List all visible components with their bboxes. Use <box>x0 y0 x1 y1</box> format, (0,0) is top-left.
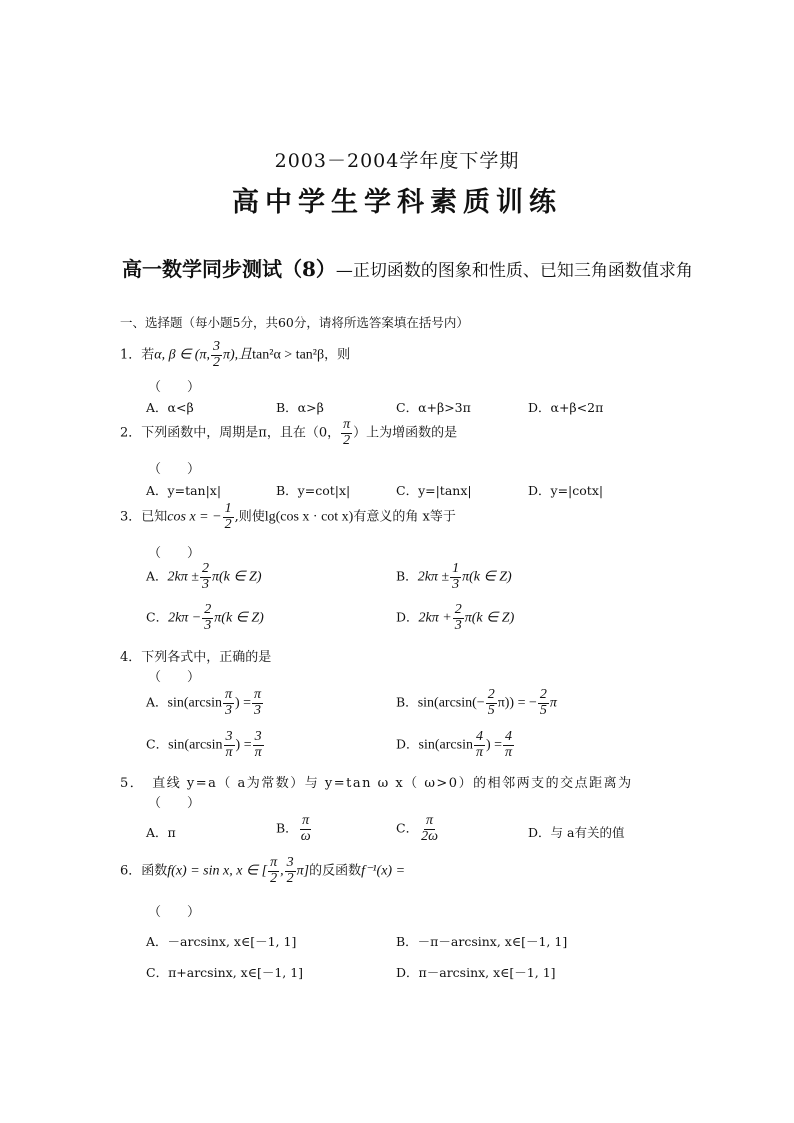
q4-option-c-d2: π <box>254 744 262 760</box>
q4-option-d-frac2 <box>503 730 514 760</box>
q3-option-d-pre: 2kπ + <box>418 610 452 626</box>
q6-option-a: A．－arcsinx, x∈[－1, 1] <box>146 934 297 949</box>
question-4: 4．下列各式中，正确的是 <box>120 650 272 665</box>
q4-option-b-label: B． <box>396 694 418 710</box>
q6-inverse: f⁻¹(x) = <box>361 863 406 879</box>
q3-suffix: 有意义的角 x等于 <box>353 509 456 525</box>
q3-option-d-fraction <box>453 603 464 633</box>
q4-option-b-pre: sin(arcsin(− <box>417 695 485 711</box>
q5-option-d: D．与 a有关的值 <box>528 825 625 840</box>
q3-option-a <box>146 562 262 592</box>
q3-option-c-num: 2 <box>204 602 212 617</box>
q4-option-c-mid: ) = <box>235 737 252 753</box>
q4-option-a <box>146 688 264 718</box>
q6-fraction-2 <box>285 856 296 886</box>
q6-prefix: 6．函数 <box>120 863 168 879</box>
q6-fraction-1 <box>268 856 279 886</box>
q4-option-c-n1: 3 <box>225 729 233 744</box>
q3-frac-num: 1 <box>224 501 232 516</box>
q3-option-a-label: A． <box>146 568 168 584</box>
q4-option-a-d2: 3 <box>254 702 262 718</box>
q5-option-c-label: C． <box>396 820 419 836</box>
q3-option-d-label: D． <box>396 609 419 625</box>
q6-expression-end: π] <box>296 863 310 879</box>
q6-expression: f(x) = sin x, x ∈ [ <box>167 863 268 879</box>
q3-option-d-den: 3 <box>454 617 462 633</box>
q3-prefix: 3．已知 <box>120 509 168 525</box>
test-title-main: 高一数学同步测试（8） <box>122 257 336 281</box>
q3-option-c-label: C． <box>146 609 169 625</box>
q5-option-c-den: 2ω <box>421 828 438 844</box>
q5-option-b-label: B． <box>276 820 298 836</box>
q1-option-d: D．α+β<2π <box>528 400 604 415</box>
q3-option-b-den: 3 <box>452 576 460 592</box>
q4-option-b-frac2 <box>538 688 549 718</box>
q3-option-b <box>396 562 512 592</box>
section-heading: 一、选择题（每小题5分，共60分，请将所选答案填在括号内） <box>120 315 469 330</box>
q1-condition-end: π),且 <box>222 347 253 363</box>
test-title <box>122 253 693 282</box>
q6-frac2-den: 2 <box>286 870 294 886</box>
q1-frac-den: 2 <box>212 354 220 370</box>
q4-option-a-n2: π <box>254 687 262 702</box>
q4-option-c-frac2 <box>253 730 264 760</box>
q5-option-c <box>396 814 441 844</box>
q4-option-b-n2: 2 <box>539 687 547 702</box>
q2-frac-num: π <box>343 417 351 432</box>
q5-option-c-fraction <box>419 814 440 844</box>
q5-option-a: A．π <box>146 825 176 840</box>
q4-option-a-label: A． <box>146 694 168 710</box>
q6-mid: 的反函数 <box>309 863 362 879</box>
q4-option-d-d1: π <box>475 744 483 760</box>
q5-option-b <box>276 814 314 844</box>
q6-comma: , <box>280 863 284 879</box>
q2-option-d: D．y=|cotx| <box>528 483 604 498</box>
q4-option-d-d2: π <box>505 744 513 760</box>
q3-option-c <box>146 603 264 633</box>
q5-option-b-num: π <box>302 813 310 828</box>
q6-option-b: B．－π－arcsinx, x∈[－1, 1] <box>396 934 568 949</box>
q3-option-a-den: 3 <box>201 576 209 592</box>
q1-inequality: tan²α > tan²β <box>252 347 325 363</box>
q2-text: 2．下列函数中，周期是π，且在（0， <box>120 425 341 441</box>
q4-option-a-n1: π <box>224 687 232 702</box>
q3-option-a-num: 2 <box>201 561 209 576</box>
test-title-subtitle: —正切函数的图象和性质、已知三角函数值求角 <box>335 261 693 281</box>
q3-option-c-pre: 2kπ − <box>168 610 202 626</box>
q3-option-c-fraction <box>202 603 213 633</box>
q4-option-b-frac1 <box>486 688 497 718</box>
q2-answer-paren: （ ） <box>148 462 201 477</box>
q4-answer-paren: （ ） <box>148 670 201 685</box>
q3-mid: ,则使 <box>234 509 265 525</box>
q1-condition: α, β ∈ (π, <box>154 347 210 363</box>
q4-option-a-frac2 <box>252 688 263 718</box>
q6-frac1-den: 2 <box>270 870 278 886</box>
q4-option-a-mid: ) = <box>234 695 252 711</box>
q4-option-c <box>146 730 265 760</box>
question-5: 5． 直线 y=a（ a为常数）与 y=tan ω x（ ω>0）的相邻两支的交点距离为 <box>120 776 633 791</box>
q3-option-a-fraction <box>200 562 211 592</box>
q4-option-b-d1: 5 <box>487 702 495 718</box>
q4-option-b <box>396 688 557 718</box>
question-1 <box>120 340 350 370</box>
q4-option-b-n1: 2 <box>487 687 495 702</box>
q4-option-a-frac1 <box>223 688 234 718</box>
q6-option-d: D．π－arcsinx, x∈[－1, 1] <box>396 965 556 980</box>
question-6 <box>120 856 405 886</box>
q5-option-b-fraction <box>299 814 313 844</box>
q4-option-d-label: D． <box>396 736 419 752</box>
q1-option-c: C．α+β>3π <box>396 400 471 415</box>
q1-option-a: A．α<β <box>146 400 194 415</box>
q5-option-c-num: π <box>426 813 434 828</box>
q1-suffix: ，则 <box>324 347 351 363</box>
q4-option-c-pre: sin(arcsin <box>168 737 223 753</box>
q4-option-c-n2: 3 <box>254 729 262 744</box>
q3-option-b-post: π(k ∈ Z) <box>462 569 512 585</box>
question-3 <box>120 502 456 532</box>
q4-option-d-n1: 4 <box>475 729 483 744</box>
q2-text-end: ）上为增函数的是 <box>353 425 458 441</box>
q4-option-b-mid: π)) = − <box>497 695 537 711</box>
series-title: 高中学生学科素质训练 <box>232 187 562 218</box>
q5-option-b-den: ω <box>300 828 311 844</box>
q3-option-b-fraction <box>450 562 461 592</box>
q3-fraction <box>223 502 234 532</box>
q3-frac-den: 2 <box>224 516 232 532</box>
q3-option-b-pre: 2kπ ± <box>417 569 450 585</box>
q3-cos-lhs: cos x = − <box>167 509 222 525</box>
q6-frac2-num: 3 <box>286 855 294 870</box>
q6-frac1-num: π <box>270 855 278 870</box>
q2-option-b: B．y=cot|x| <box>276 483 351 498</box>
question-2 <box>120 418 457 448</box>
q6-answer-paren: （ ） <box>148 905 201 920</box>
q4-option-c-label: C． <box>146 736 169 752</box>
q4-option-b-d2: 5 <box>539 702 547 718</box>
term-heading: 2003－2004学年度下学期 <box>274 150 520 172</box>
q3-option-d <box>396 603 514 633</box>
q1-fraction <box>211 340 222 370</box>
q5-answer-paren: （ ） <box>148 796 201 811</box>
q3-option-d-post: π(k ∈ Z) <box>464 610 515 626</box>
q4-option-d-pre: sin(arcsin <box>418 737 473 753</box>
q3-option-c-den: 3 <box>204 617 212 633</box>
q3-option-a-pre: 2kπ ± <box>167 569 199 585</box>
q1-option-b: B．α>β <box>276 400 324 415</box>
q3-option-b-label: B． <box>396 568 418 584</box>
q4-option-a-pre: sin(arcsin <box>167 695 222 711</box>
q1-answer-paren: （ ） <box>148 380 201 395</box>
q4-option-c-frac1 <box>224 730 235 760</box>
q1-frac-num: 3 <box>212 339 220 354</box>
q4-option-b-post: π <box>549 695 557 711</box>
q2-option-a: A．y=tan|x| <box>146 483 222 498</box>
q6-option-c: C．π+arcsinx, x∈[－1, 1] <box>146 965 304 980</box>
q3-option-c-post: π(k ∈ Z) <box>214 610 264 626</box>
q4-option-d-mid: ) = <box>485 737 503 753</box>
q2-option-c: C．y=|tanx| <box>396 483 472 498</box>
q4-option-c-d1: π <box>225 744 233 760</box>
q3-expression: lg(cos x · cot x) <box>264 509 354 525</box>
q1-prefix: 1．若 <box>120 347 155 363</box>
q4-option-d-n2: 4 <box>505 729 513 744</box>
q2-frac-den: 2 <box>343 432 351 448</box>
q2-fraction <box>341 418 352 448</box>
q3-option-a-post: π(k ∈ Z) <box>211 569 262 585</box>
q4-option-d-frac1 <box>474 730 485 760</box>
q3-option-d-num: 2 <box>454 602 462 617</box>
q4-option-a-d1: 3 <box>224 702 232 718</box>
q3-option-b-num: 1 <box>452 561 460 576</box>
q3-answer-paren: （ ） <box>148 546 201 561</box>
q4-option-d <box>396 730 515 760</box>
